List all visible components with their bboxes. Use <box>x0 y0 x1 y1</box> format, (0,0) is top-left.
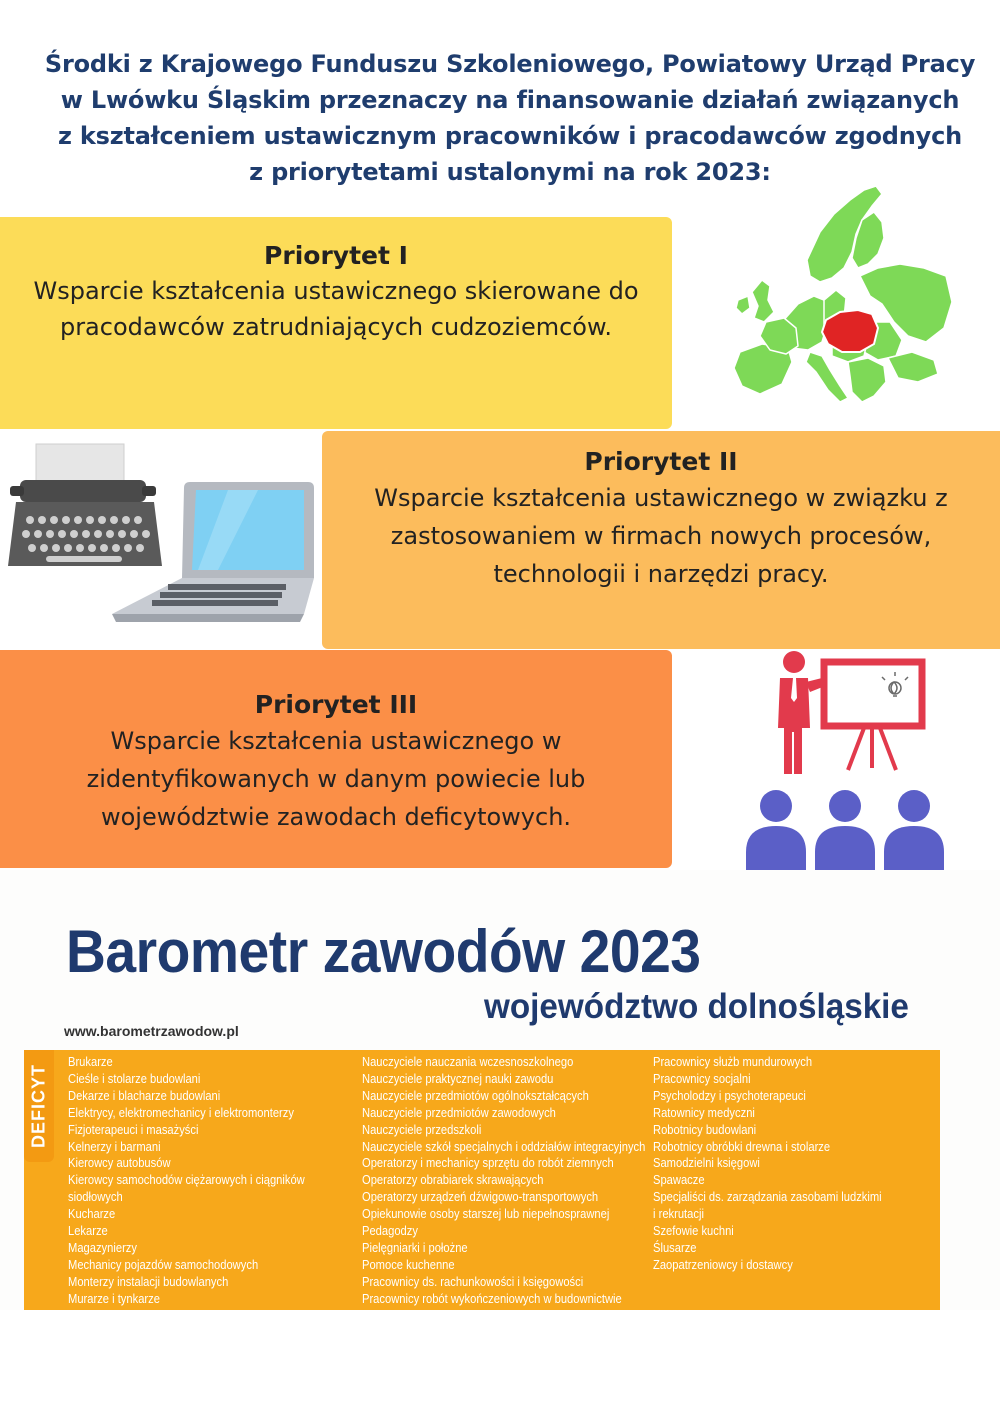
profession-list-1 <box>68 1054 343 1308</box>
list-item: Robotnicy budowlani <box>653 1121 757 1137</box>
priority-2-line: technologii i narzędzi pracy. <box>493 560 829 588</box>
profession-list-2 <box>362 1054 692 1308</box>
list-item: Szefowie kuchni <box>653 1223 734 1239</box>
list-item: Nauczyciele przedmiotów ogólnokształcących <box>362 1087 589 1103</box>
priority-2-line: Wsparcie kształcenia ustawicznego w związku z <box>374 484 948 512</box>
deficit-tab-label: DEFICYT <box>28 1063 49 1149</box>
list-item: Operatorzy urządzeń dźwigowo-transportowych <box>362 1189 599 1205</box>
list-item: siodłowych <box>68 1189 123 1205</box>
priority-2-box <box>322 431 1000 649</box>
list-item: Operatorzy obrabiarek skrawających <box>362 1172 544 1188</box>
list-item: Kierowcy autobusów <box>68 1155 171 1171</box>
list-item: Operatorzy i mechanicy sprzętu do robót ziemnych <box>362 1155 614 1171</box>
list-item: Kucharze <box>68 1206 116 1222</box>
priority-1-box <box>0 217 672 429</box>
priority-2-title: Priorytet II <box>584 447 738 476</box>
europe-map-icon <box>712 172 962 422</box>
audience-icon <box>742 786 976 870</box>
list-item: Fizjoterapeuci i masażyści <box>68 1121 199 1137</box>
list-item: Kelnerzy i barmani <box>68 1138 161 1154</box>
list-item: Nauczyciele przedszkoli <box>362 1121 482 1137</box>
priority-3-line: Wsparcie kształcenia ustawicznego w <box>110 727 562 755</box>
intro-line: w Lwówku Śląskim przeznaczy na finansowanie działań związanych <box>60 86 960 114</box>
list-item: Kierowcy samochodów ciężarowych i ciągników <box>68 1172 305 1188</box>
list-item: Pracownicy robót wykończeniowych w budownictwie <box>362 1290 622 1306</box>
list-item: Nauczyciele szkół specjalnych i oddziałów integracyjnych <box>362 1138 646 1154</box>
list-item: Mechanicy pojazdów samochodowych <box>68 1256 259 1272</box>
list-item: Ratownicy medyczni <box>653 1104 755 1120</box>
priority-1-line: Wsparcie kształcenia ustawicznego skierowane do <box>33 277 639 305</box>
list-item: Brukarze <box>68 1054 113 1069</box>
priority-3-title: Priorytet III <box>254 690 418 719</box>
list-item: Murarze i tynkarze <box>68 1290 160 1306</box>
intro-line: z kształceniem ustawicznym pracowników i pracodawców zgodnych <box>58 122 962 150</box>
priority-3-text <box>0 722 672 836</box>
list-item: Pomoce kuchenne <box>362 1256 455 1272</box>
priority-1-text <box>0 273 672 345</box>
barometr-subtitle: województwo dolnośląskie <box>484 987 909 1026</box>
priority-3-box <box>0 650 672 868</box>
list-item: Zaopatrzeniowcy i dostawcy <box>653 1256 793 1272</box>
priority-1-line: pracodawców zatrudniających cudzoziemców. <box>59 313 613 341</box>
list-item: Ślusarze <box>653 1239 697 1255</box>
presenter-board-icon <box>752 648 932 780</box>
list-item: Monterzy instalacji budowlanych <box>68 1273 229 1289</box>
priority-2-text <box>322 479 1000 593</box>
list-item: Robotnicy obróbki drewna i stolarze <box>653 1138 831 1154</box>
deficit-tab <box>24 1050 54 1162</box>
list-item: i rekrutacji <box>653 1206 704 1222</box>
list-item: Elektrycy, elektromechanicy i elektromonterzy <box>68 1104 294 1120</box>
laptop-icon <box>108 478 320 628</box>
priority-3-line: zidentyfikowanych w danym powiecie lub <box>86 765 586 793</box>
profession-list-3 <box>653 1054 919 1274</box>
list-item: Pielęgniarki i położne <box>362 1239 468 1255</box>
list-item: Nauczyciele przedmiotów zawodowych <box>362 1104 556 1120</box>
list-item: Pracownicy ds. rachunkowości i księgowości <box>362 1273 584 1289</box>
priority-1-title: Priorytet I <box>264 241 408 270</box>
intro-heading <box>20 46 1000 190</box>
priority-3-line: województwie zawodach deficytowych. <box>100 803 572 831</box>
barometr-url: www.barometrzawodow.pl <box>64 1023 239 1039</box>
list-item: Dekarze i blacharze budowlani <box>68 1087 221 1103</box>
list-item: Psycholodzy i psychoterapeuci <box>653 1087 806 1103</box>
intro-line: Środki z Krajowego Funduszu Szkoleniowego, Powiatowy Urząd Pracy <box>44 50 976 78</box>
list-item: Cieśle i stolarze budowlani <box>68 1070 201 1086</box>
intro-line: z priorytetami ustalonymi na rok 2023: <box>249 158 771 186</box>
list-item: Pedagodzy <box>362 1223 418 1239</box>
list-item: Pracownicy socjalni <box>653 1070 751 1086</box>
barometr-title: Barometr zawodów 2023 <box>66 918 701 985</box>
priority-2-line: zastosowaniem w firmach nowych procesów, <box>390 522 932 550</box>
list-item: Nauczyciele nauczania wczesnoszkolnego <box>362 1054 574 1069</box>
list-item: Lekarze <box>68 1223 108 1239</box>
list-item: Specjaliści ds. zarządzania zasobami ludzkimi <box>653 1189 882 1205</box>
list-item: Pracownicy służb mundurowych <box>653 1054 813 1069</box>
list-item: Samodzielni księgowi <box>653 1155 760 1171</box>
list-item: Nauczyciele praktycznej nauki zawodu <box>362 1070 554 1086</box>
list-item: Opiekunowie osoby starszej lub niepełnosprawnej <box>362 1206 610 1222</box>
list-item: Magazynierzy <box>68 1239 137 1255</box>
list-item: Spawacze <box>653 1172 705 1188</box>
